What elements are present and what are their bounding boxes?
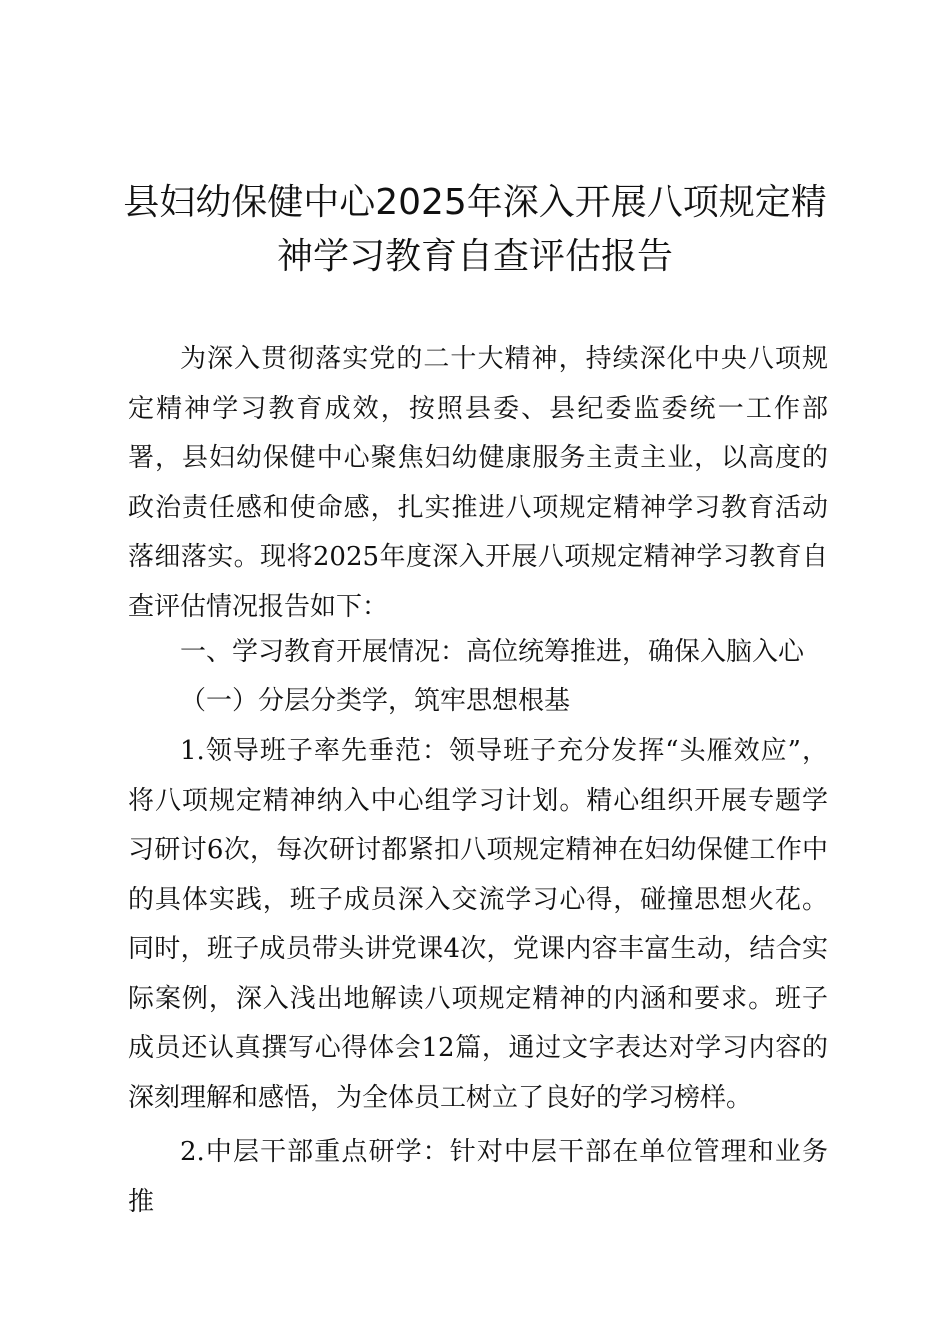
title-line-1: 县妇幼保健中心2025年深入开展八项规定精: [123, 182, 827, 223]
intro-paragraph: 为深入贯彻落实党的二十大精神，持续深化中央八项规定精神学习教育成效，按照县委、县纪委监委统一工作部署，县妇幼保健中心聚焦妇幼健康服务主责主业，以高度的政治责任感和使命感，扎实推进八项规定精神学习教育活动落细落实。现将2025年度深入开展八项规定精神学习教育自查评估情况报告如下：: [128, 344, 828, 622]
document-title: [120, 176, 830, 284]
item-1-paragraph: 1.领导班子率先垂范：领导班子充分发挥“头雁效应”，将八项规定精神纳入中心组学习计划。精心组织开展专题学习研讨6次，每次研讨都紧扣八项规定精神在妇幼保健工作中的具体实践，班子成员深入交流学习心得，碰撞思想火花。同时，班子成员带头讲党课4次，党课内容丰富生动，结合实际案例，深入浅出地解读八项规定精神的内涵和要求。班子成员还认真撰写心得体会12篇，通过文字表达对学习内容的深刻理解和感悟，为全体员工树立了良好的学习榜样。: [128, 736, 828, 1113]
title-line-2: 神学习教育自查评估报告: [276, 236, 673, 277]
item-2-paragraph: 2.中层干部重点研学：针对中层干部在单位管理和业务推: [128, 1137, 828, 1217]
section-heading-1: 一、学习教育开展情况：高位统筹推进，确保入脑入心: [180, 637, 805, 667]
subsection-heading-1: （一）分层分类学，筑牢思想根基: [180, 686, 571, 716]
